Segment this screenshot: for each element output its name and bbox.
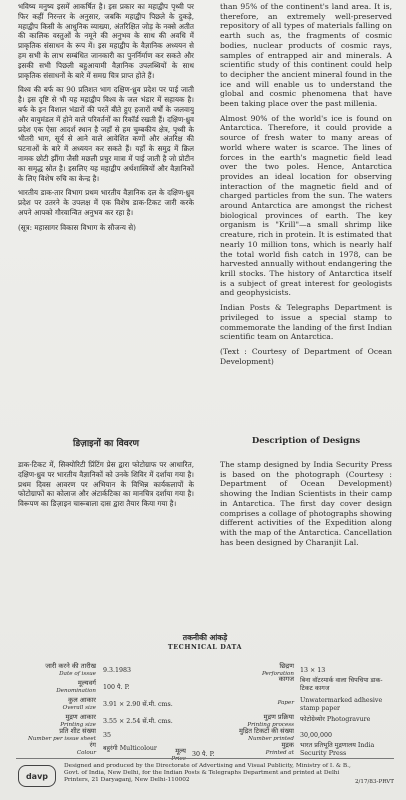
technical-data-heading xyxy=(18,633,392,651)
technical-data-heading-english: TECHNICAL DATA xyxy=(167,643,243,651)
tech-label-english: Overall size xyxy=(62,704,96,711)
tech-label xyxy=(18,728,96,743)
tech-label-english: Colour xyxy=(76,749,96,756)
hindi-paragraph: विश्व की बर्फ का 90 प्रतिशत भाग दक्षिण-ध्रुव प्रदेश पर पाई जाती है। इस दृष्टि से भी यह महाद्वीप विश्व के जल भंडार में सहायक है। बर्फ के इन विशाल भंडारों की परतें बीते हुए हजारों वर्षों के जलवायु और वायुमंडल में होने वाले परिवर्तनों का रिकॉर्ड रखती हैं। दक्षिण-ध्रुव प्रदेश एक ऐसा आदर्श स्थान है जहाँ से हम चुम्बकीय क्षेत्र, पृथ्वी के भीतरी भाग, सूर्य से आने वाले आवेशित कणों और अंतरिक्ष की घटनाओं के बारे में अध्ययन कर सकते हैं। यहाँ के समुद्र में क्रिल नामक छोटी झींगा जैसी मछली प्रचुर मात्रा में पाई जाती है जो प्रोटीन का समृद्ध स्रोत है। इसलिए यह महाद्वीप अर्थशास्त्रियों और वैज्ञानिकों के लिए विशेष रुचि का केन्द्र है। xyxy=(18,85,194,183)
tech-value: बिना वॉटरमार्क वाला चिपचिपा डाक-टिकट कागज xyxy=(300,677,383,692)
tech-label-english: Perforation xyxy=(262,670,294,677)
tech-label-hindi: प्रति शीट संख्या xyxy=(59,727,96,735)
tech-label xyxy=(18,697,96,712)
tech-label-hindi: रंग xyxy=(89,741,96,749)
tech-value: फोटोग्रेव्योर Photogravure xyxy=(300,716,371,723)
design-heading-english: Description of Designs xyxy=(251,436,361,446)
tech-label-english: Denomination xyxy=(56,687,96,694)
tech-value: 3.55 × 2.54 सें.मी. cms. xyxy=(103,718,173,725)
tech-label-hindi: मूल्यवर्ग xyxy=(77,679,96,687)
tech-label-english: Printing process xyxy=(247,721,294,728)
footer-code: 2/17/83-PRVT xyxy=(354,779,394,785)
english-text-column xyxy=(220,2,392,432)
tech-value: Unwatermarked adhesive stamp paper xyxy=(300,697,383,712)
price-label-english: Price xyxy=(171,755,186,762)
tech-label-hindi: मुद्रण प्रक्रिया xyxy=(263,713,294,721)
tech-value: 9.3.1983 xyxy=(103,667,132,674)
tech-label xyxy=(18,742,96,757)
tech-label-english: Paper xyxy=(277,700,294,706)
hindi-paragraph: भारतीय डाक-तार विभाग प्रथम भारतीय वैज्ञानिक दल के दक्षिण-ध्रुव प्रदेश पर उतरने के उपलक्ष में एक विशेष डाक-टिकट जारी करके अपने आपको गौरवान्वित अनुभव कर रहा है। xyxy=(18,188,194,217)
tech-value: 100 पै. P. xyxy=(103,684,130,691)
tech-label-hindi: जारी करने की तारीख xyxy=(45,662,96,670)
tech-label-hindi: कागज xyxy=(278,675,294,683)
tech-label xyxy=(206,700,294,708)
tech-label-english: Printing size xyxy=(60,721,96,728)
tech-label xyxy=(18,680,96,695)
tech-label-hindi: छिद्रण xyxy=(279,662,294,670)
design-heading-hindi: डिज़ाइनों का विवरण xyxy=(73,439,139,449)
hindi-text-column xyxy=(18,2,194,432)
tech-label-english: Date of issue xyxy=(59,670,96,677)
english-paragraph: Indian Posts & Telegraphs Department is privileged to issue a special stamp to commemorate the landing of the first Indian scientific team on Antarctica. xyxy=(220,303,392,342)
hindi-source-note: (सूत्र: महासागर विकास विभाग के सौजन्य से) xyxy=(18,222,136,232)
footer xyxy=(16,755,394,791)
technical-data-heading-hindi: तकनीकी आंकड़े xyxy=(182,633,228,642)
price-label-hindi: मूल्य xyxy=(175,747,186,755)
tech-value: 3.91 × 2.90 सें.मी. cms. xyxy=(103,701,173,708)
footer-credits: Designed and produced by the Directorate of Advertising and Visual Publicity, Ministry of I. & B., Govt. of India, New Delhi, for the Indian Posts & Telegraphs Department and printed at Delhi Printers, 21 Daryaganj, New Delhi-110002 xyxy=(64,763,351,784)
design-description-hindi xyxy=(18,460,194,590)
design-description-english xyxy=(220,460,392,590)
price-value: 30 पै. P. xyxy=(192,751,215,758)
tech-label-hindi: मुद्रक xyxy=(281,741,294,749)
tech-label xyxy=(206,676,294,684)
tech-value: 35 xyxy=(103,732,112,739)
tech-label-hindi: मुद्रित टिकटों की संख्या xyxy=(239,727,294,735)
english-source-note: (Text : Courtesy of Department of Ocean Development) xyxy=(220,346,392,366)
english-paragraph: than 95% of the continent's land area. It is, therefore, an extremely well-preserved repository of all types of materials falling on earth such as, the fragments of cosmic bodies, nuclear products of cosmic rays, samples of entrapped air and minerals. A scientific study of this continent could help to decipher the ancient mineral found in the ice and will enable us to understand the global and cosmic phenomena that have been taking place over the past millenia. xyxy=(220,2,392,109)
tech-value: 30,00,000 xyxy=(300,732,333,739)
tech-label xyxy=(18,663,96,678)
hindi-paragraph: भविष्य मनुष्य इसमें आकर्षित है। इस प्रकार का महाद्वीप पृथ्वी पर फिर कहीं निरन्तर के अनुसार, जबकि महाद्वीप पिछले के दुकड़े, महाद्वीप किसी के आधुनिक व्याख्या, अंतरिक्षित जोड़ के नक्से अतीत की कालिक वस्तुओं के नमूने की अनुभव के साथ की अवधि में प्राकृतिक संसाधन के रूप में। इस महाद्वीप के वैज्ञानिक अध्ययन से हम सभी के लाभ सम्बंधित जानकारी का पुनर्निर्माण कर सकते और इसकी सभी पिछली बहुआयामी वैज्ञानिक उपलब्धियों के साथ प्राकृतिक संसाधनों के बारे में समग्र चित्र प्राप्त होते हैं। xyxy=(18,2,194,80)
design-text-hindi: डाक-टिकट में, सिक्योरिटी प्रिंटिंग प्रेस द्वारा फोटोग्राफ पर आधारित, दक्षिण-ध्रुव पर भारतीय वैज्ञानिकों को उनके शिविर में दर्शाया गया है। प्रथम दिवस आवरण पर अभियान के विभिन्न कार्यकलापों के फोटोग्राफों का कोलाज और अंटार्कटिका का मानचित्र दर्शाया गया है। विरूपण का डिज़ाइन चारूबाला दास द्वारा तैयार किया गया है। xyxy=(18,460,194,509)
tech-value: भारत प्रतिभूति मुद्रणालय India Security Press xyxy=(300,742,375,757)
davp-logo: davp xyxy=(18,765,56,787)
design-text-english: The stamp designed by India Security Press is based on the photograph (Courtesy : Department of Ocean Development) showing the Indian Scientists in their camp in Antarctica. The first day cover design comprises a collage of photographs showing different activities of the Expedition along with the map of the Antarctica. Cancellation has been designed by Charanjit Lal. xyxy=(220,460,392,547)
tech-value: 13 × 13 xyxy=(300,667,326,674)
tech-label-hindi: मुद्रण आकार xyxy=(65,713,96,721)
tech-label-english: Number per issue sheet xyxy=(27,735,96,742)
tech-label-english: Printed at xyxy=(265,749,294,756)
tech-value: बहुरंगी Multicolour xyxy=(103,745,157,752)
tech-label-english: Number printed xyxy=(248,735,294,742)
tech-label-hindi: कुल आकार xyxy=(68,696,96,704)
english-paragraph: Almost 90% of the world's ice is found on Antarctica. Therefore, it could provide a source of fresh water to many areas of world where water is scarce. The lines of forces in the earth's magnetic field lead over the two poles. Hence, Antarctica provides an ideal location for observing interaction of the magnetic field and of charged particles from the sun. The waters around Antarctica are amongst the richest biological provinces of earth. The key organism is "Krill"—a small shrimp like creature, rich in protein. It is estimated that nearly 10 million tons, which is nearly half the total world fish catch in 1978, can be harvested annually without endangering the krill stocks. The history of Antarctica itself is a subject of great interest for geologists and geophysicists. xyxy=(220,113,392,298)
